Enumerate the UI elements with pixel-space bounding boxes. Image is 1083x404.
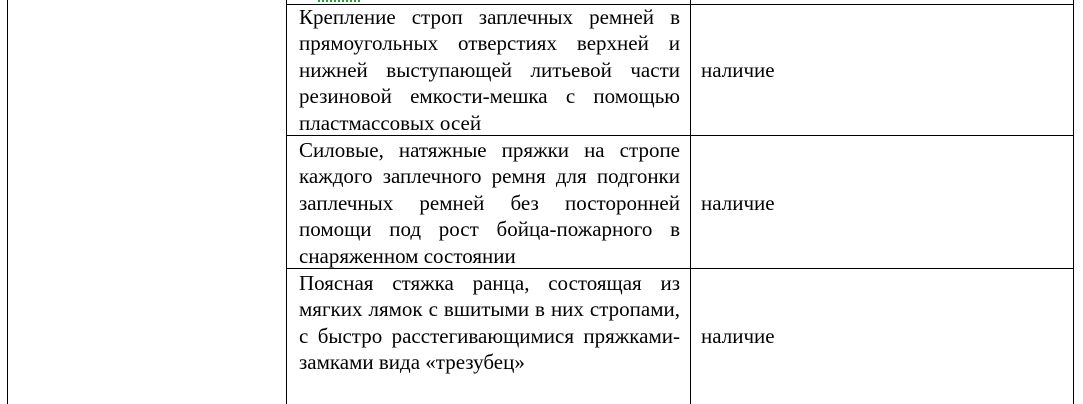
- scan-artifact: [318, 0, 360, 2]
- column-divider-2: [690, 0, 691, 404]
- row-3-description: Поясная стяжка ранца, состоящая из мягких лямок с вшитыми в них стропами, с быстро расстегивающимися пряжками-замками вида «трезубец»: [299, 271, 680, 375]
- row-1-value: наличие: [701, 58, 775, 82]
- table-border-left: [7, 0, 8, 404]
- row-3-value: наличие: [701, 324, 775, 348]
- row-2-description: Силовые, натяжные пряжки на стропе каждого заплечного ремня для подгонки заплечных ремней без посторонней помощи под рост бойца-пожарного в снаряженном состоянии: [299, 138, 680, 268]
- table-border-right: [1073, 0, 1074, 404]
- row-1-description: Крепление строп заплечных ремней в прямоугольных отверстиях верхней и нижней выступающей литьевой части резиновой емкости-мешка с помощью пластмассовых осей: [299, 5, 680, 135]
- column-divider-1: [286, 0, 287, 404]
- row-2-value: наличие: [701, 191, 775, 215]
